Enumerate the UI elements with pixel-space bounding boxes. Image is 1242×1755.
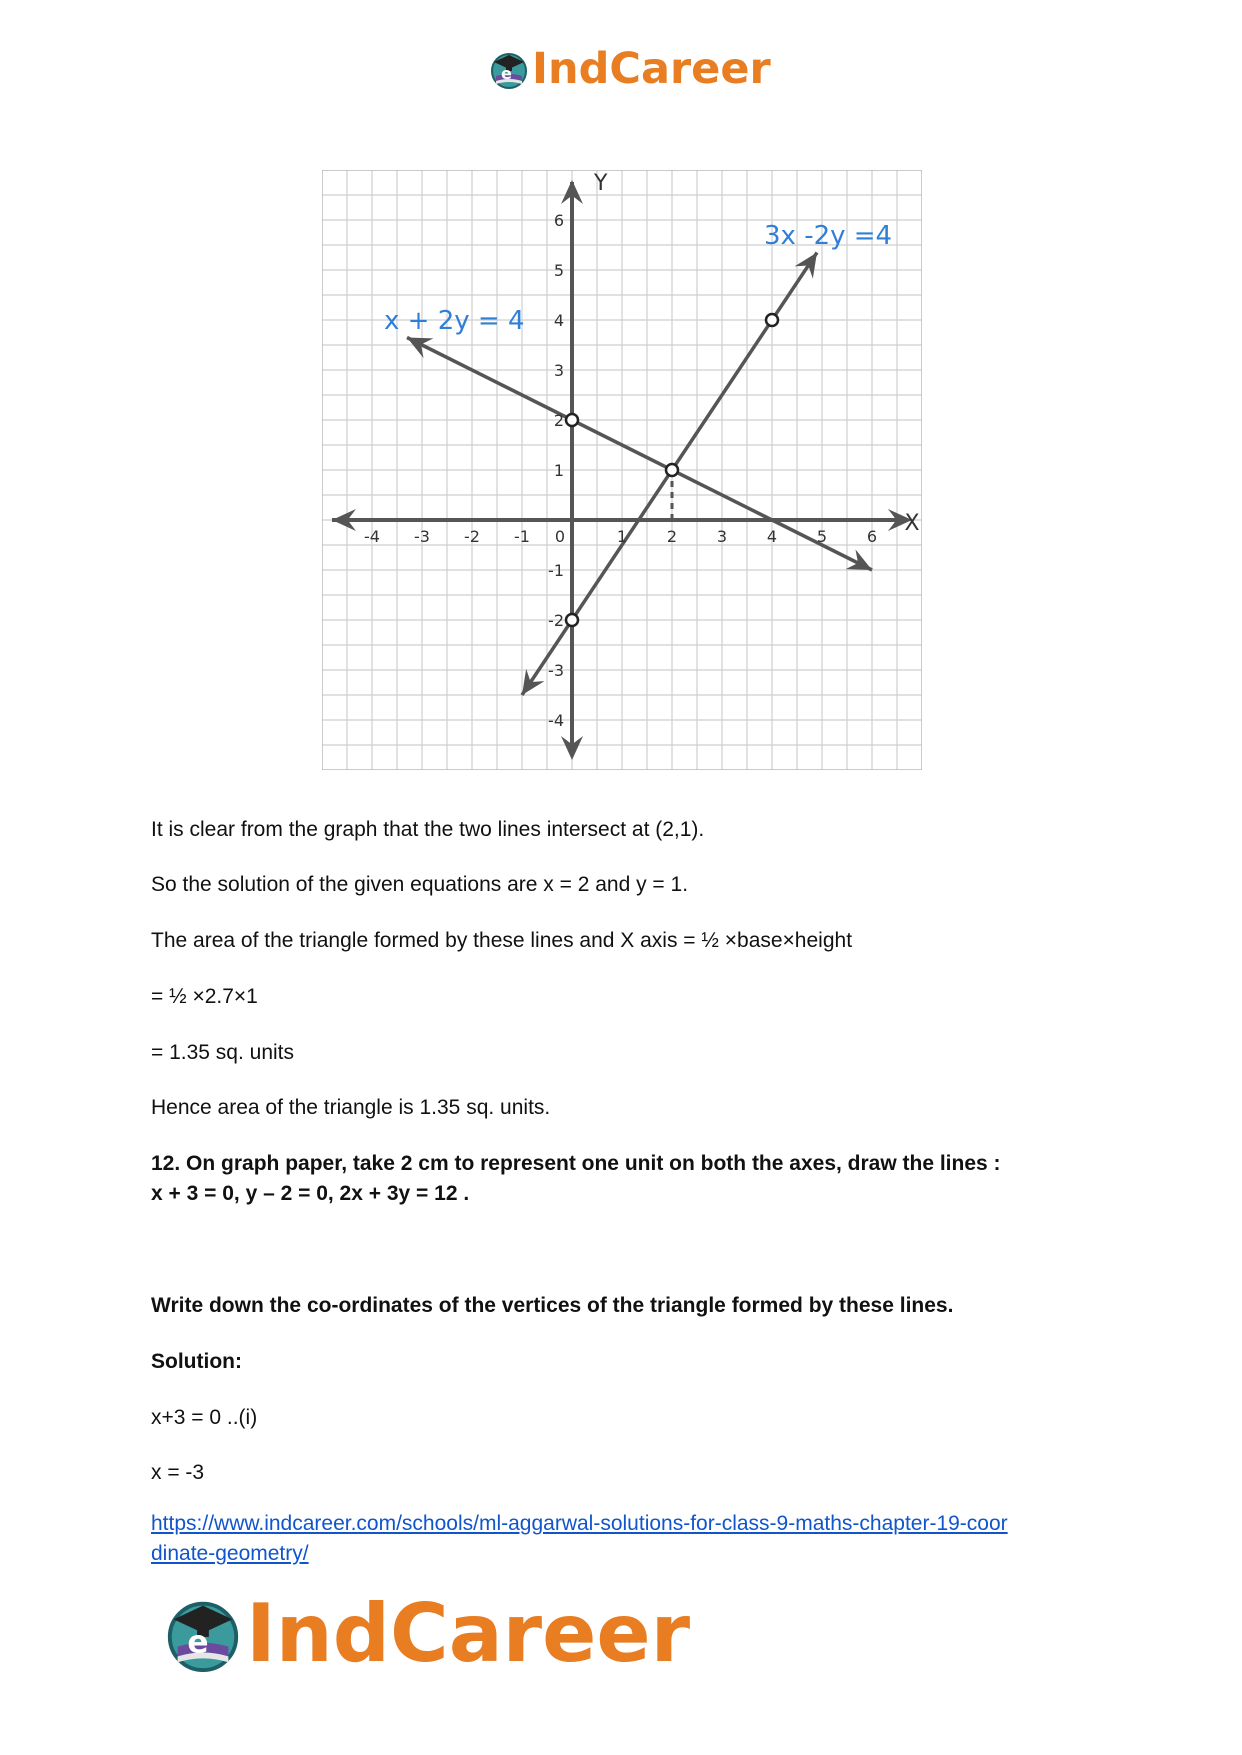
area-formula-text: The area of the triangle formed by these lines and X axis = ½ ×base×height	[151, 929, 853, 952]
plotted-point	[566, 614, 578, 626]
y-tick-label: 4	[553, 311, 564, 330]
question-12-line2: x + 3 = 0, y – 2 = 0, 2x + 3y = 12 .	[151, 1182, 470, 1205]
y-tick-label: 2	[553, 411, 564, 430]
brand-name: IndCareer	[246, 1586, 691, 1680]
graduation-cap-books-globe-icon	[162, 1592, 244, 1674]
plotted-point	[566, 414, 578, 426]
y-tick-label: -4	[548, 711, 564, 730]
y-tick-label: 6	[553, 211, 564, 230]
y-tick-label: 1	[553, 461, 564, 480]
graph-grid	[322, 170, 922, 770]
x-tick-label: 2	[666, 527, 678, 546]
x-tick-label: 6	[866, 527, 878, 546]
area-result-text: = 1.35 sq. units	[151, 1041, 295, 1064]
x-tick-label: -4	[364, 527, 380, 546]
x-tick-label: 0	[554, 527, 566, 546]
solution-step-2: x = -3	[151, 1461, 205, 1484]
x-tick-label: 1	[616, 527, 628, 546]
line1-label: x + 2y = 4	[384, 306, 525, 336]
solution-heading: Solution:	[151, 1350, 242, 1373]
source-link-line1[interactable]: https://www.indcareer.com/schools/ml-aggarwal-solutions-for-class-9-maths-chapter-19-coor	[151, 1512, 1008, 1535]
graduation-cap-books-globe-icon	[488, 48, 530, 90]
x-tick-label: -3	[414, 527, 430, 546]
plotted-point	[666, 464, 678, 476]
intersection-text: It is clear from the graph that the two lines intersect at (2,1).	[151, 818, 705, 841]
y-tick-label: 5	[553, 261, 564, 280]
svg-text:e: e	[187, 1624, 209, 1661]
coordinate-graph	[322, 170, 922, 770]
y-tick-label: -1	[548, 561, 564, 580]
y-axis-label: Y	[594, 171, 608, 196]
x-tick-label: 5	[816, 527, 828, 546]
solution-step-1: x+3 = 0 ..(i)	[151, 1406, 258, 1429]
y-tick-label: -2	[548, 611, 564, 630]
y-tick-label: -3	[548, 661, 564, 680]
line2-label: 3x -2y =4	[764, 221, 893, 251]
x-tick-label: 3	[716, 527, 728, 546]
x-tick-label: -2	[464, 527, 480, 546]
question-12-line1: 12. On graph paper, take 2 cm to represent one unit on both the axes, draw the lines :	[151, 1152, 1001, 1175]
x-axis-label: X	[904, 511, 920, 536]
solution-text: So the solution of the given equations are x = 2 and y = 1.	[151, 873, 689, 896]
area-calc-text: = ½ ×2.7×1	[151, 985, 258, 1008]
header-logo[interactable]	[488, 44, 771, 94]
brand-name: IndCareer	[532, 44, 771, 94]
x-tick-label: 4	[766, 527, 778, 546]
source-link-line2[interactable]: dinate-geometry/	[151, 1542, 309, 1565]
svg-text:e: e	[501, 64, 512, 83]
y-tick-label: 3	[553, 361, 564, 380]
question-12-part2: Write down the co-ordinates of the vertices of the triangle formed by these lines.	[151, 1294, 954, 1317]
plotted-point	[766, 314, 778, 326]
area-conclusion-text: Hence area of the triangle is 1.35 sq. units.	[151, 1096, 551, 1119]
x-tick-label: -1	[514, 527, 530, 546]
footer-logo[interactable]	[162, 1588, 690, 1678]
